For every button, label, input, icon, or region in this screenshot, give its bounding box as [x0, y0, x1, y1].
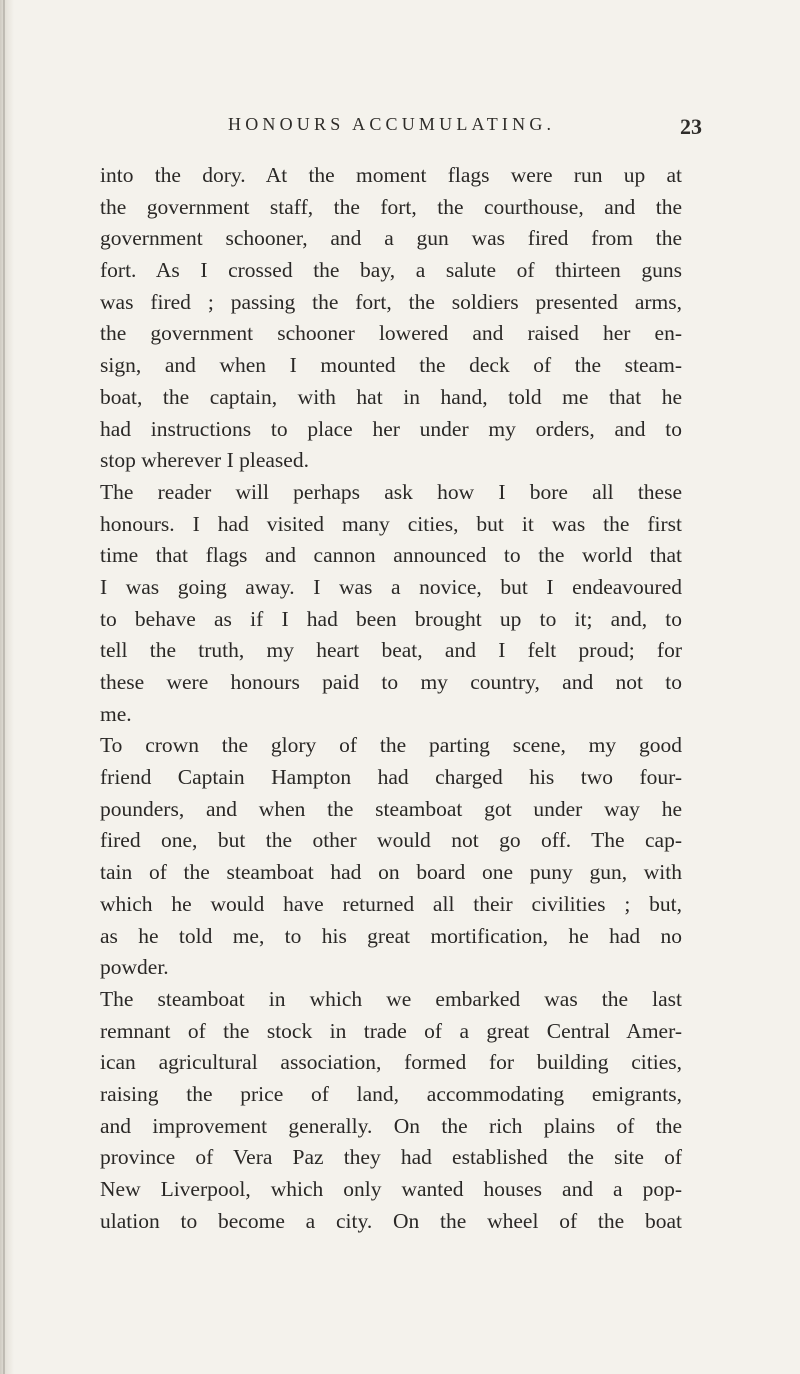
- running-head: HONOURS ACCUMULATING.: [228, 114, 556, 134]
- text-line: the government staff, the fort, the courthouse, and the: [100, 194, 682, 219]
- text-line: to behave as if I had been brought up to it; and, to: [100, 606, 682, 631]
- text-line: tain of the steamboat had on board one puny gun, with: [100, 860, 682, 885]
- text-line: honours. I had visited many cities, but it was the first: [100, 511, 682, 536]
- page-header: [228, 114, 618, 144]
- text-line: as he told me, to his great mortification, he had no: [100, 923, 682, 948]
- text-line: tell the truth, my heart beat, and I felt proud; for: [100, 638, 682, 663]
- text-line: which he would have returned all their civilities ; but,: [100, 891, 682, 916]
- text-line: the government schooner lowered and raised her en-: [100, 321, 682, 346]
- text-line: me.: [100, 701, 132, 726]
- text-line: friend Captain Hampton had charged his two four-: [100, 765, 682, 790]
- text-line: boat, the captain, with hat in hand, told me that he: [100, 384, 682, 409]
- text-line: ican agricultural association, formed for building cities,: [100, 1050, 682, 1075]
- binding-edge: [3, 0, 5, 1374]
- text-line: The steamboat in which we embarked was the last: [100, 986, 682, 1011]
- text-line: stop wherever I pleased.: [100, 448, 309, 473]
- text-line: fired one, but the other would not go off. The cap-: [100, 828, 682, 853]
- text-line: powder.: [100, 955, 169, 980]
- page-number: 23: [680, 114, 702, 139]
- text-line: and improvement generally. On the rich plains of the: [100, 1113, 682, 1138]
- text-line: province of Vera Paz they had established the site of: [100, 1145, 682, 1170]
- text-line: ulation to become a city. On the wheel of the boat: [100, 1208, 682, 1233]
- text-line: these were honours paid to my country, and not to: [100, 670, 682, 694]
- text-line: time that flags and cannon announced to the world that: [100, 543, 682, 568]
- body-text: [100, 160, 682, 1237]
- text-line: had instructions to place her under my orders, and to: [100, 416, 682, 441]
- text-line: was fired ; passing the fort, the soldiers presented arms,: [100, 289, 682, 314]
- text-line: The reader will perhaps ask how I bore all these: [100, 479, 682, 504]
- text-line: raising the price of land, accommodating emigrants,: [100, 1081, 682, 1106]
- text-line: New Liverpool, which only wanted houses and a pop-: [100, 1177, 682, 1201]
- text-line: I was going away. I was a novice, but I endeavoured: [100, 574, 682, 599]
- text-line: pounders, and when the steamboat got under way he: [100, 796, 682, 821]
- text-line: remnant of the stock in trade of a great Central Amer-: [100, 1018, 682, 1043]
- text-line: To crown the glory of the parting scene, my good: [100, 733, 682, 758]
- text-line: sign, and when I mounted the deck of the steam-: [100, 353, 682, 378]
- text-line: government schooner, and a gun was fired from the: [100, 226, 682, 251]
- text-line: fort. As I crossed the bay, a salute of thirteen guns: [100, 258, 682, 283]
- text-line: into the dory. At the moment flags were run up at: [100, 163, 682, 187]
